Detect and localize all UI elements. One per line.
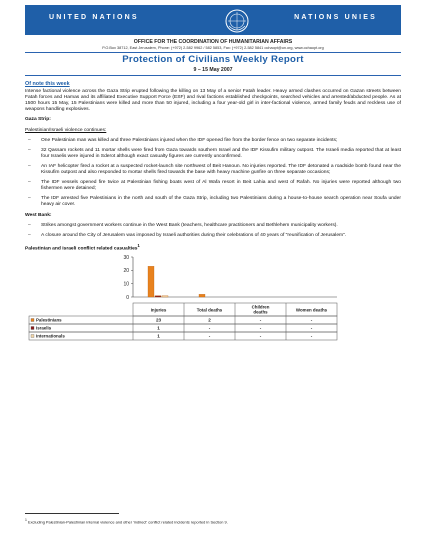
chart-title-text: Palestinian and Israeli conflict related casualties — [25, 246, 138, 252]
list-item: – One Palestinian man was killed and three Palestinians injured when the IDF opened fire from the border fence on two separate incidents; — [25, 138, 401, 144]
bar — [162, 295, 168, 296]
table-row — [29, 332, 337, 340]
category-label: Women deaths — [295, 307, 328, 312]
y-tick-label: 10 — [123, 280, 129, 287]
intro-paragraph: Intense factional violence across the Gaza Strip erupted following the killing on 13 May of a senior Fatah leader. Heavy armed clashes occurred on Gazan streets between Fatah forces and Hamas and its affiliated Executive Support Force (ESF) and rival factions established checkpoints, searched vehicles and arrested/abducted people. As at 1500 hours 15 May, 15 Palestinians were killed and more than 50 injured, including a four year-old girl in inter-factional violence, armed family feuds and reckless use of weapons handling explosives. — [25, 89, 401, 113]
category-label: deaths — [253, 309, 268, 314]
table-row — [29, 324, 337, 332]
data-label: - — [259, 317, 262, 323]
gaza-subheading: Palestinian/Israeli violence continues: — [25, 127, 107, 133]
footnote-text: Excluding Palestinian-Palestinian internal violence and other 'indirect' conflict related incidents reported in Section 9. — [27, 519, 228, 525]
legend-swatch — [31, 326, 34, 329]
un-emblem-icon — [224, 8, 250, 34]
bar — [155, 295, 161, 296]
casualties-chart — [25, 253, 401, 353]
category-label: Injuries — [150, 307, 167, 312]
y-tick-label: 0 — [126, 294, 129, 301]
org-name-en: UNITED NATIONS — [49, 14, 139, 21]
data-label: - — [310, 333, 313, 339]
list-item: – An IAF helicopter fired a rocket at a suspected rocket-launch site northwest of Beit Hanoun. No injuries reported. The IDF detonated a roadside bomb found near the Kissufim outpost and also responded to mortar shells fired towards the base with heavy machine gunfire on three separate occasions; — [25, 164, 401, 176]
report-date: 9 – 15 May 2007 — [193, 67, 233, 73]
data-label: - — [310, 325, 313, 331]
footnote-ref: 1 — [137, 242, 140, 248]
list-item: – Strikes amongst government workers continue in the West Bank (teachers, healthcare practitioners and Bethlehem municipality workers). — [25, 223, 401, 229]
data-label: 2 — [208, 317, 211, 323]
title-rule — [25, 75, 401, 76]
data-label: 1 — [157, 333, 160, 339]
org-name-fr: NATIONS UNIES — [294, 14, 377, 21]
data-label: 23 — [155, 317, 162, 323]
table-row — [29, 316, 337, 324]
header-rule — [25, 52, 401, 53]
office-address: P.O.Box 38712, East Jerusalem, Phone: (+972) 2-582 9962 / 582 5853, Fax: (+972) 2-582 5841 ochaopt@un.org, www.ochaopt.org — [102, 46, 324, 50]
y-tick-label: 20 — [123, 267, 129, 274]
list-item: – 32 Qassam rockets and 11 mortar shells were fired from Gaza towards southern Israel and the IDF Kissufim military outpost. The Israeli media reported that at least four Israelis were injured in Sderot although exact casualty figures are currently unconfirmed. — [25, 148, 401, 160]
gaza-list — [25, 138, 401, 209]
data-label: - — [310, 317, 313, 323]
list-item: – The IDF vessels opened fire twice at Palestinian fishing boats west of Al Wafa resort in Beit Lahia and west of Rafah. No injuries were reported although two fishermen were detained; — [25, 180, 401, 192]
legend-label: Internationals — [36, 333, 65, 339]
office-name: OFFICE FOR THE COORDINATION OF HUMANITARIAN AFFAIRS — [133, 39, 293, 45]
westbank-heading: West Bank: — [25, 212, 52, 218]
data-label: - — [259, 325, 262, 331]
data-label: - — [208, 333, 211, 339]
report-title: Protection of Civilians Weekly Report — [122, 54, 304, 65]
legend-swatch — [31, 318, 34, 321]
data-label: - — [259, 333, 262, 339]
data-label: - — [208, 325, 211, 331]
chart-title — [25, 243, 401, 253]
footnote — [25, 518, 401, 524]
footnote-rule — [25, 513, 119, 514]
y-tick-label: 30 — [123, 254, 129, 261]
gaza-heading: Gaza Strip: — [25, 117, 51, 123]
un-header-bar — [25, 5, 401, 35]
casualties-chart-svg — [25, 253, 401, 353]
legend-label: Palestinians — [36, 317, 62, 323]
category-label: Children — [251, 304, 270, 309]
list-item: – The IDF arrested five Palestinians in the north and south of the Gaza Strip, including two Palestinians during a house-to-house search operation near Soufa under heavy air cover. — [25, 196, 401, 208]
legend-swatch — [31, 334, 34, 337]
list-item: – A closure around the City of Jerusalem was imposed by Israeli authorities during their celebrations of 40 years of "reunification of Jerusalem". — [25, 233, 401, 239]
legend-label: Israelis — [36, 325, 52, 331]
westbank-list — [25, 223, 401, 239]
section-heading: Of note this week — [25, 81, 70, 87]
footnote-number: 1 — [25, 518, 27, 522]
bar — [199, 294, 205, 297]
category-label: Total deaths — [196, 307, 223, 312]
bar — [148, 266, 154, 297]
report-body — [25, 81, 401, 353]
data-label: 1 — [157, 325, 160, 331]
